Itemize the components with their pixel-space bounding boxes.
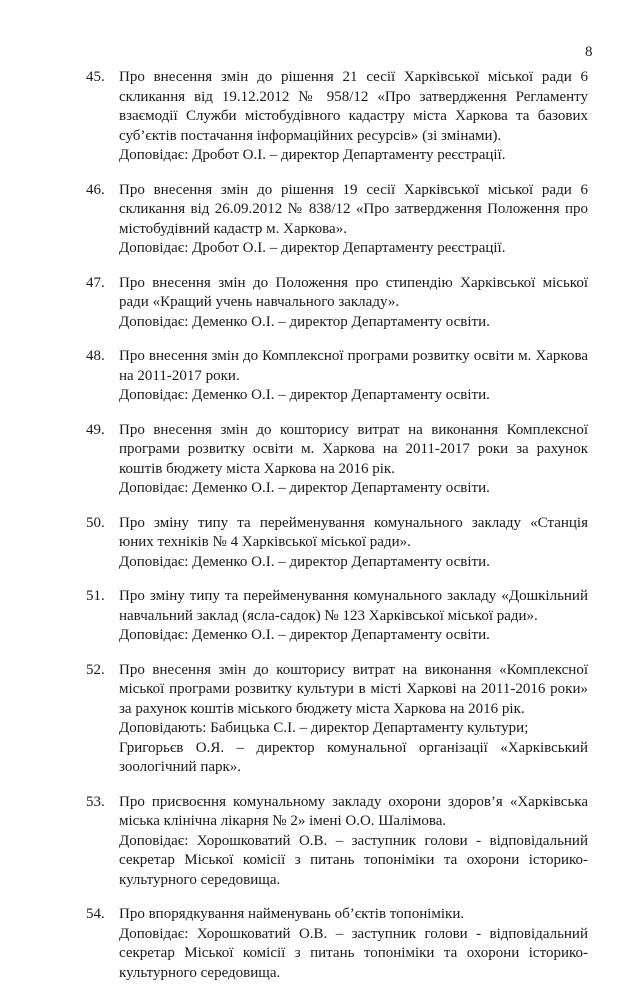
item-number: 50. (86, 514, 105, 531)
agenda-item (0, 661, 643, 778)
item-number: 53. (86, 793, 105, 810)
item-title: Про внесення змін до рішення 19 сесії Харківської міської ради 6 скликання від 26.09.2012 № 838/12 «Про затвердження Положення про містобудівний кадастр м. Харкова». (119, 181, 588, 237)
item-number: 48. (86, 348, 105, 364)
agenda-item (0, 514, 643, 573)
item-title: Про внесення змін до кошторису витрат на виконання «Комплексної міської програми розвитку культури в місті Харкові на 2011-2016 роки» за рахунок коштів міського бюджету міста Харкова на 2016 рік. (119, 661, 588, 717)
item-title: Про внесення змін до Комплексної програми розвитку освіти м. Харкова на 2011-2017 роки. (119, 348, 588, 384)
item-speaker: Доповідає: Деменко О.І. – директор Департаменту освіти. (119, 387, 490, 403)
item-speaker: Доповідає: Дробот О.І. – директор Департаменту реєстрації. (119, 240, 506, 256)
item-number: 46. (86, 181, 105, 198)
item-speaker: Доповідає: Хорошковатий О.В. – заступник голови - відповідальний секретар Міської комісії з питань топоніміки та охорони історико-культурного середовища. (119, 832, 588, 888)
item-title: Про зміну типу та перейменування комунального закладу «Дошкільний навчальний заклад (ясла-садок) № 123 Харківської міської ради». (119, 588, 588, 624)
agenda-item (0, 905, 643, 983)
item-number: 47. (86, 274, 105, 291)
item-speaker: Григорьєв О.Я. – директор комунальної організації «Харківський зоологічний парк». (119, 739, 588, 775)
agenda-list (0, 68, 643, 998)
page-number: 8 (585, 44, 593, 60)
item-speaker: Доповідає: Дробот О.І. – директор Департаменту реєстрації. (119, 147, 506, 163)
item-speaker: Доповідає: Деменко О.І. – директор Департаменту освіти. (119, 480, 490, 496)
item-speaker: Доповідають: Бабицька С.І. – директор Департаменту культури; (119, 720, 529, 736)
item-number: 49. (86, 421, 105, 438)
item-title: Про присвоєння комунальному закладу охорони здоров’я «Харківська міська клінічна лікарня № 2» імені О.О. Шалімова. (119, 793, 588, 829)
agenda-item (0, 347, 643, 406)
item-number: 54. (86, 906, 105, 922)
item-speaker: Доповідає: Деменко О.І. – директор Департаменту освіти. (119, 553, 490, 570)
item-title: Про внесення змін до Положення про стипендію Харківської міської ради «Кращий учень навчального закладу». (119, 274, 588, 310)
item-title: Про впорядкування найменувань об’єктів топоніміки. (119, 906, 465, 922)
item-number: 52. (86, 661, 105, 678)
item-title: Про внесення змін до кошторису витрат на виконання Комплексної програми розвитку освіти м. Харкова на 2011-2017 роки за рахунок коштів бюджету міста Харкова на 2016 рік. (119, 421, 588, 477)
item-speaker: Доповідає: Деменко О.І. – директор Департаменту освіти. (119, 313, 490, 330)
item-number: 45. (86, 69, 105, 85)
item-speaker: Доповідає: Хорошковатий О.В. – заступник голови - відповідальний секретар Міської комісії з питань топоніміки та охорони історико-культурного середовища. (119, 925, 588, 981)
agenda-item (0, 421, 643, 499)
item-title: Про внесення змін до рішення 21 сесії Харківської міської ради 6 скликання від 19.12.2012 № 958/12 «Про затвердження Регламенту взаємодії Служби містобудівного кадастру міста Харкова та базових суб’єктів постачання інформаційних ресурсів» (зі змінами). (119, 69, 588, 144)
item-speaker: Доповідає: Деменко О.І. – директор Департаменту освіти. (119, 627, 490, 643)
agenda-item (0, 587, 643, 646)
item-title: Про зміну типу та перейменування комунального закладу «Станція юних техніків № 4 Харківської міської ради». (119, 514, 588, 550)
item-number: 51. (86, 588, 105, 604)
agenda-item (0, 793, 643, 891)
agenda-item (0, 274, 643, 333)
agenda-item (0, 68, 643, 166)
agenda-item (0, 181, 643, 259)
